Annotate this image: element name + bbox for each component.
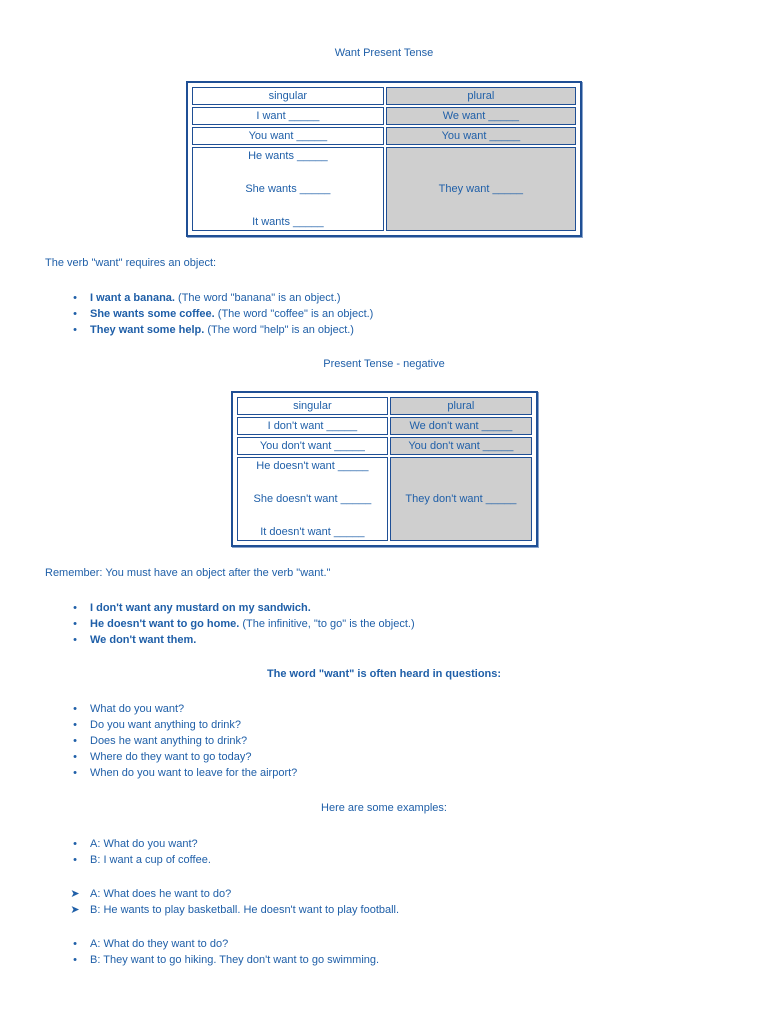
list-item: • They want some help. (The word "help" is an object.)	[73, 324, 354, 336]
plural-header: plural	[386, 87, 576, 105]
list-item: • Where do they want to go today?	[73, 751, 252, 763]
list-item: • He doesn't want to go home. (The infinitive, "to go" is the object.)	[73, 618, 415, 630]
list-item: • When do you want to leave for the airport?	[73, 767, 298, 779]
it-doesnt-want: It doesn't want _____	[260, 526, 365, 538]
singular-header: singular	[192, 87, 384, 105]
list-item: • B: I want a cup of coffee.	[73, 854, 211, 866]
list-item: • I don't want any mustard on my sandwich.	[73, 602, 311, 614]
singular-header: singular	[237, 397, 388, 415]
she-doesnt-want: She doesn't want _____	[253, 493, 372, 505]
example-dialog-1	[68, 836, 211, 868]
questions-list	[68, 701, 297, 781]
list-item: • I want a banana. (The word "banana" is an object.)	[73, 292, 341, 304]
cell-they-want: They want _____	[386, 147, 576, 231]
present-tense-table	[186, 81, 582, 237]
she-wants: She wants _____	[245, 183, 331, 195]
cell-you-dont-want-plural: You don't want _____	[390, 437, 532, 455]
list-item: ➤ A: What does he want to do?	[68, 886, 399, 902]
cell-i-want: I want _____	[192, 107, 384, 125]
page-title: Want Present Tense	[334, 47, 434, 59]
he-wants: He wants _____	[248, 150, 328, 162]
cell-you-want: You want _____	[192, 127, 384, 145]
examples-title: Here are some examples:	[321, 802, 447, 814]
list-item: • Do you want anything to drink?	[73, 719, 242, 731]
arrow-icon: ➤	[70, 888, 80, 900]
list-item: • B: They want to go hiking. They don't want to go swimming.	[73, 954, 380, 966]
cell-we-want: We want _____	[386, 107, 576, 125]
he-doesnt-want: He doesn't want _____	[256, 460, 369, 472]
list-item: • She wants some coffee. (The word "coffee" is an object.)	[73, 308, 374, 320]
example-dialog-3	[68, 936, 379, 968]
intro-remember: Remember: You must have an object after the verb "want."	[45, 567, 331, 579]
cell-third-person-negative	[237, 457, 388, 541]
cell-you-dont-want: You don't want _____	[237, 437, 388, 455]
questions-title: The word "want" is often heard in questions:	[266, 668, 502, 680]
list-item: • A: What do they want to do?	[73, 938, 229, 950]
it-wants: It wants _____	[252, 216, 324, 228]
object-examples-list	[68, 290, 373, 338]
list-item: ➤ B: He wants to play basketball. He doesn't want to play football.	[68, 902, 399, 918]
cell-they-dont-want: They don't want _____	[390, 457, 532, 541]
negative-tense-table	[231, 391, 538, 547]
arrow-icon: ➤	[70, 904, 80, 916]
list-item: • What do you want?	[73, 703, 185, 715]
list-item: • A: What do you want?	[73, 838, 198, 850]
list-item: • We don't want them.	[73, 634, 197, 646]
negative-title: Present Tense - negative	[323, 358, 445, 370]
cell-third-person-singular	[192, 147, 384, 231]
list-item: • Does he want anything to drink?	[73, 735, 248, 747]
intro-object-required: The verb "want" requires an object:	[45, 257, 217, 269]
cell-you-want-plural: You want _____	[386, 127, 576, 145]
negative-examples-list	[68, 600, 415, 648]
cell-we-dont-want: We don't want _____	[390, 417, 532, 435]
cell-i-dont-want: I don't want _____	[237, 417, 388, 435]
plural-header: plural	[390, 397, 532, 415]
example-dialog-2	[68, 886, 399, 918]
